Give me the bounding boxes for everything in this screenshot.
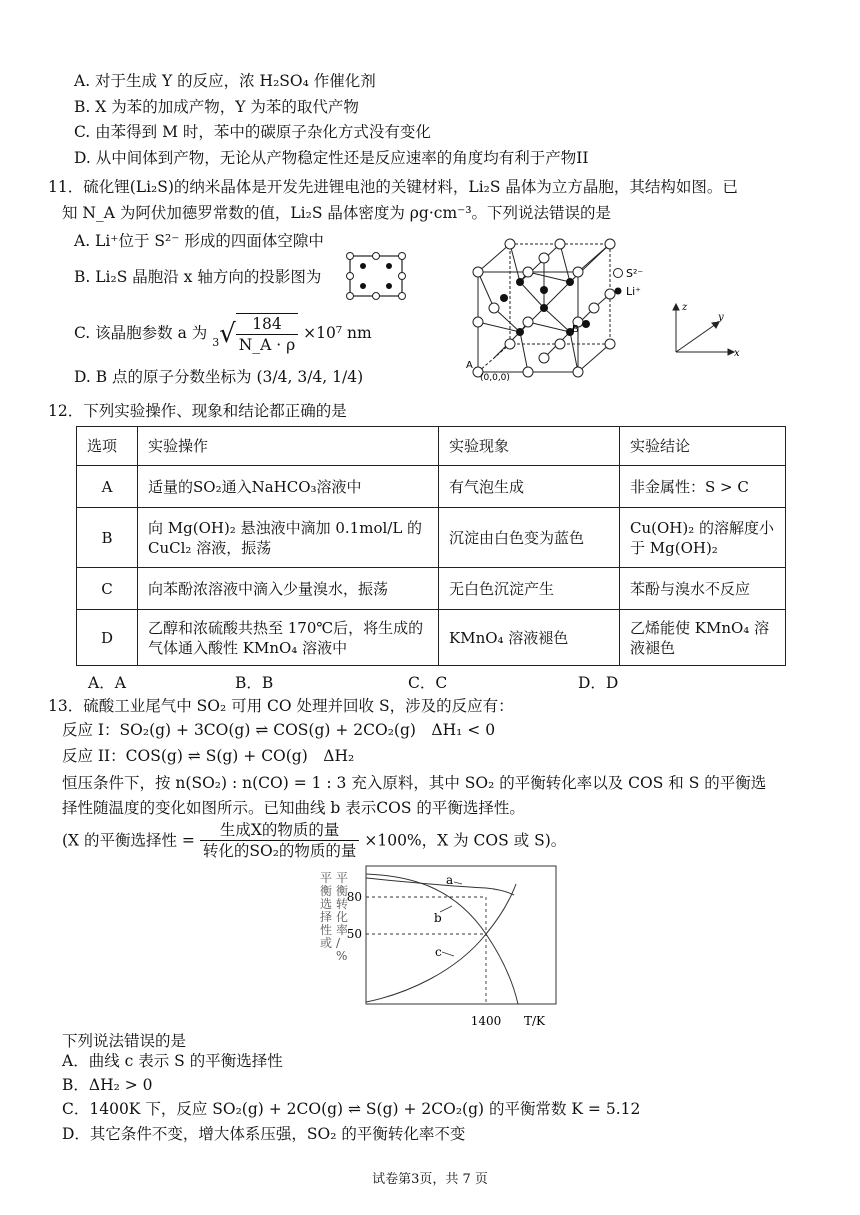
q12-choice-c: C．C [408, 674, 448, 692]
q13-option-a: A．曲线 c 表示 S 的平衡选择性 [62, 1052, 283, 1070]
table-row [77, 508, 786, 568]
q13-reaction-2: 反应 II：COS(g) ⇌ S(g) + CO(g) ΔH₂ [62, 747, 355, 765]
q13-reaction-1: 反应 I：SO₂(g) + 3CO(g) ⇌ COS(g) + 2CO₂(g) ΔH₁ < 0 [62, 721, 496, 739]
table-cell: 向苯酚浓溶液中滴入少量溴水，振荡 [138, 568, 439, 610]
selectivity-suffix: ×100%，X 为 COS 或 S)。 [364, 831, 567, 850]
q11-option-c: C. 该晶胞参数 a 为 $_3$√ $\frac{184}{N\_A \cdot \rho}$ ×10⁷ nm [74, 315, 372, 354]
header-phenomenon: 实验现象 [439, 427, 620, 466]
q10-option-b: B. X 为苯的加成产物，Y 为苯的取代产物 [74, 98, 359, 116]
curve-b-label: b [434, 911, 442, 925]
table-cell: 乙烯能使 KMnO₄ 溶液褪色 [620, 610, 786, 666]
q11-c-denominator: N_A · ρ [238, 336, 296, 354]
q11-option-a: A. Li⁺位于 S²⁻ 形成的四面体空隙中 [74, 232, 324, 250]
selectivity-prefix: (X 的平衡选择性 = [62, 831, 195, 850]
y-tick-50: 50 [346, 927, 362, 941]
q12-choice-a: A．A [88, 674, 126, 692]
table-row [77, 610, 786, 666]
axis-z-label: z [682, 302, 688, 313]
axis-y-label: y [718, 312, 724, 323]
q11-stem-line1: 11．硫化锂(Li₂S)的纳米晶体是开发先进锂电池的关键材料，Li₂S 晶体为立方晶胞，其结构如图。已 [48, 178, 738, 196]
selectivity-numerator: 生成X的物质的量 [200, 820, 360, 841]
q13-option-d: D．其它条件不变，增大体系压强，SO₂ 的平衡转化率不变 [62, 1125, 466, 1143]
q13-selectivity-formula [62, 820, 566, 861]
q13-option-b: B．ΔH₂ > 0 [62, 1076, 153, 1094]
q10-option-a: A. 对于生成 Y 的反应，浓 H₂SO₄ 作催化剂 [74, 72, 376, 90]
q13-paragraph-2: 择性随温度的变化如图所示。已知曲线 b 表示COS 的平衡选择性。 [62, 799, 525, 817]
header-operation: 实验操作 [138, 427, 439, 466]
table-row [77, 466, 786, 508]
header-conclusion: 实验结论 [620, 427, 786, 466]
q11-option-d [74, 366, 363, 388]
x-axis-label: T/K [524, 1014, 546, 1028]
table-cell: Cu(OH)₂ 的溶解度小于 Mg(OH)₂ [620, 508, 786, 568]
table-cell: 沉淀由白色变为蓝色 [439, 508, 620, 568]
q11-b-coordinate: (3/4, 3/4, 1/4) [256, 368, 364, 386]
q11-option-c-unit: ×10⁷ nm [303, 324, 372, 342]
table-cell: B [77, 508, 138, 568]
table-cell: A [77, 466, 138, 508]
table-cell: 无白色沉淀产生 [439, 568, 620, 610]
q12-stem: 12．下列实验操作、现象和结论都正确的是 [48, 402, 347, 420]
table-cell: 非金属性：S > C [620, 466, 786, 508]
page-footer: 试卷第3页，共 7 页 [372, 1172, 488, 1187]
header-option: 选项 [77, 427, 138, 466]
curve-b [366, 874, 518, 1004]
table-header-row [77, 427, 786, 466]
crystal-cell-diagram [460, 232, 640, 382]
q11-stem-line2: 知 N_A 为阿伏加德罗常数的值，Li₂S 晶体密度为 ρg·cm⁻³。下列说法错误的是 [62, 204, 612, 222]
experiment-table [76, 426, 786, 666]
table-cell: 苯酚与溴水不反应 [620, 568, 786, 610]
curve-a-label: a [446, 873, 454, 887]
q12-choice-d: D．D [578, 674, 619, 692]
table-cell: 有气泡生成 [439, 466, 620, 508]
y-tick-80: 80 [346, 890, 362, 904]
table-cell: D [77, 610, 138, 666]
table-cell: KMnO₄ 溶液褪色 [439, 610, 620, 666]
q13-ask: 下列说法错误的是 [62, 1032, 187, 1050]
curve-c-label: c [435, 945, 442, 959]
legend-li: Li⁺ [626, 285, 641, 298]
origin-label: (0,0,0) [480, 373, 510, 382]
table-row [77, 568, 786, 610]
q12-choice-b: B．B [235, 674, 274, 692]
selectivity-denominator: 转化的SO₂的物质的量 [202, 842, 357, 860]
curve-c [366, 884, 516, 1002]
curve-a [366, 878, 514, 895]
q11-option-c-text: C. 该晶胞参数 a 为 [74, 324, 208, 342]
x-tick-1400: 1400 [470, 1014, 502, 1028]
q10-option-c: C. 由苯得到 M 时，苯中的碳原子杂化方式没有变化 [74, 123, 431, 141]
q10-option-d: D. 从中间体到产物，无论从产物稳定性还是反应速率的角度均有利于产物II [74, 149, 589, 167]
q11-option-b: B. Li₂S 晶胞沿 x 轴方向的投影图为 [74, 268, 322, 286]
y-axis-label: 平衡选择性或平衡转化率/ % [320, 871, 349, 963]
q13-stem: 13．硫酸工业尾气中 SO₂ 可用 CO 处理并回收 S，涉及的反应有： [48, 697, 514, 715]
table-cell: 适量的SO₂通入NaHCO₃溶液中 [138, 466, 439, 508]
coordinate-axes [668, 300, 744, 360]
crystal-legend [610, 264, 666, 304]
table-cell: C [77, 568, 138, 610]
label-a: A [466, 360, 473, 371]
table-cell: 乙醇和浓硫酸共热至 170℃后，将生成的气体通入酸性 KMnO₄ 溶液中 [138, 610, 439, 666]
selectivity-chart [296, 860, 566, 1030]
legend-s: S²⁻ [626, 267, 644, 280]
q11-option-d-text: D. B 点的原子分数坐标为 [74, 368, 252, 386]
label-b: B [572, 324, 579, 335]
axis-x-label: x [734, 348, 740, 359]
q11-c-numerator: 184 [236, 314, 298, 335]
table-cell: 向 Mg(OH)₂ 悬浊液中滴加 0.1mol/L 的 CuCl₂ 溶液，振荡 [138, 508, 439, 568]
q11-projection-diagram [345, 252, 407, 300]
q13-paragraph-1: 恒压条件下，按 n(SO₂) : n(CO) = 1 : 3 充入原料，其中 SO₂ 的平衡转化率以及 COS 和 S 的平衡选 [62, 774, 767, 792]
q13-option-c: C．1400K 下，反应 SO₂(g) + 2CO(g) ⇌ S(g) + 2CO₂(g) 的平衡常数 K = 5.12 [62, 1100, 641, 1118]
